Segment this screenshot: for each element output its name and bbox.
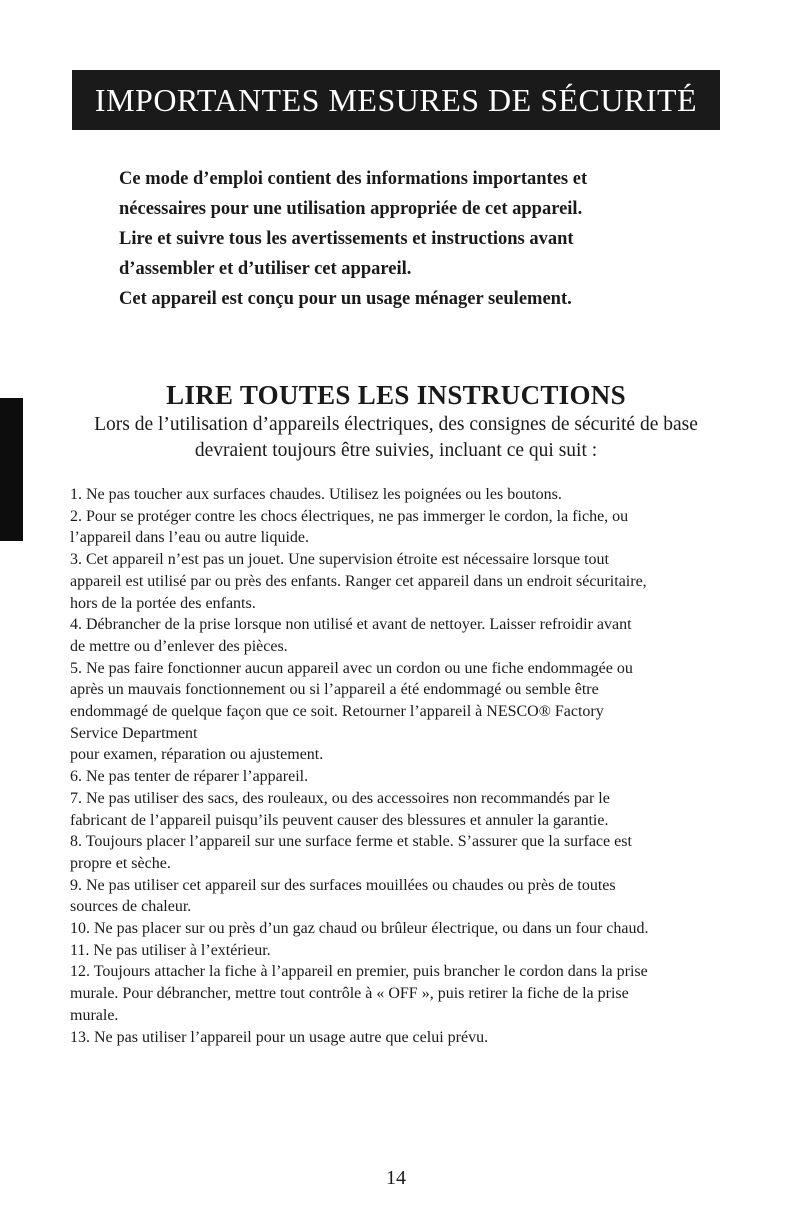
rule-line: pour examen, réparation ou ajustement. bbox=[70, 746, 324, 764]
rule-line: 11. Ne pas utiliser à l’extérieur. bbox=[70, 941, 271, 959]
rule-line: 7. Ne pas utiliser des sacs, des rouleaux, ou des accessoires non recommandés par le bbox=[70, 789, 610, 807]
rule-line: fabricant de l’appareil puisqu’ils peuvent causer des blessures et annuler la garantie. bbox=[70, 811, 609, 829]
intro-line: Cet appareil est conçu pour un usage ménager seulement. bbox=[119, 289, 572, 309]
rule-line: endommagé de quelque façon que ce soit. Retourner l’appareil à NESCO® Factory bbox=[70, 703, 604, 721]
rule-line: après un mauvais fonctionnement ou si l’appareil a été endommagé ou semble être bbox=[70, 681, 599, 699]
rule-line: de mettre ou d’enlever des pièces. bbox=[70, 637, 288, 655]
rule-line: 8. Toujours placer l’appareil sur une surface ferme et stable. S’assurer que la surface est bbox=[70, 833, 632, 851]
intro-paragraph bbox=[119, 164, 739, 314]
intro-line: Lire et suivre tous les avertissements et instructions avant bbox=[119, 229, 574, 249]
rule-line: 5. Ne pas faire fonctionner aucun appareil avec un cordon ou une fiche endommagée ou bbox=[70, 659, 633, 677]
rule-line: 2. Pour se protéger contre les chocs électriques, ne pas immerger le cordon, la fiche, ou bbox=[70, 507, 629, 525]
rule-line: sources de chaleur. bbox=[70, 898, 192, 916]
intro-line: nécessaires pour une utilisation appropriée de cet appareil. bbox=[119, 199, 583, 219]
page-title-banner bbox=[72, 70, 720, 130]
rule-line: 13. Ne pas utiliser l’appareil pour un usage autre que celui prévu. bbox=[70, 1028, 489, 1046]
rule-line: 9. Ne pas utiliser cet appareil sur des surfaces mouillées ou chaudes ou près de toutes bbox=[70, 876, 616, 894]
intro-line: d’assembler et d’utiliser cet appareil. bbox=[119, 259, 412, 279]
rule-line: 4. Débrancher de la prise lorsque non utilisé et avant de nettoyer. Laisser refroidir avant bbox=[70, 616, 632, 634]
rule-line: Service Department bbox=[70, 724, 198, 742]
rule-line: l’appareil dans l’eau ou autre liquide. bbox=[70, 529, 310, 547]
rule-line: 10. Ne pas placer sur ou près d’un gaz chaud ou brûleur électrique, ou dans un four chaud. bbox=[70, 920, 649, 938]
rule-line: murale. bbox=[70, 1006, 119, 1024]
section-heading: LIRE TOUTES LES INSTRUCTIONS bbox=[166, 380, 626, 410]
rule-line: propre et sèche. bbox=[70, 854, 171, 872]
rule-line: 6. Ne pas tenter de réparer l’appareil. bbox=[70, 768, 309, 786]
subtitle-line: devraient toujours être suivies, incluant ce qui suit : bbox=[194, 440, 598, 461]
rule-line: 3. Cet appareil n’est pas un jouet. Une supervision étroite est nécessaire lorsque tout bbox=[70, 551, 609, 569]
rule-line: 12. Toujours attacher la fiche à l’appareil en premier, puis brancher le cordon dans la prise bbox=[70, 963, 648, 981]
intro-line: Ce mode d’emploi contient des informations importantes et bbox=[119, 169, 588, 189]
page-title: IMPORTANTES MESURES DE SÉCURITÉ bbox=[94, 81, 698, 118]
section-subtitle bbox=[0, 412, 792, 464]
rule-line: appareil est utilisé par ou près des enfants. Ranger cet appareil dans un endroit sécuritaire, bbox=[70, 572, 647, 590]
rule-line: hors de la portée des enfants. bbox=[70, 594, 256, 612]
subtitle-line: Lors de l’utilisation d’appareils électriques, des consignes de sécurité de base bbox=[94, 414, 698, 435]
safety-rules-list bbox=[70, 484, 730, 1048]
rule-line: murale. Pour débrancher, mettre tout contrôle à « OFF », puis retirer la fiche de la prise bbox=[70, 985, 629, 1003]
page-number: 14 bbox=[386, 1167, 406, 1189]
rule-line: 1. Ne pas toucher aux surfaces chaudes. Utilisez les poignées ou les boutons. bbox=[70, 486, 562, 503]
